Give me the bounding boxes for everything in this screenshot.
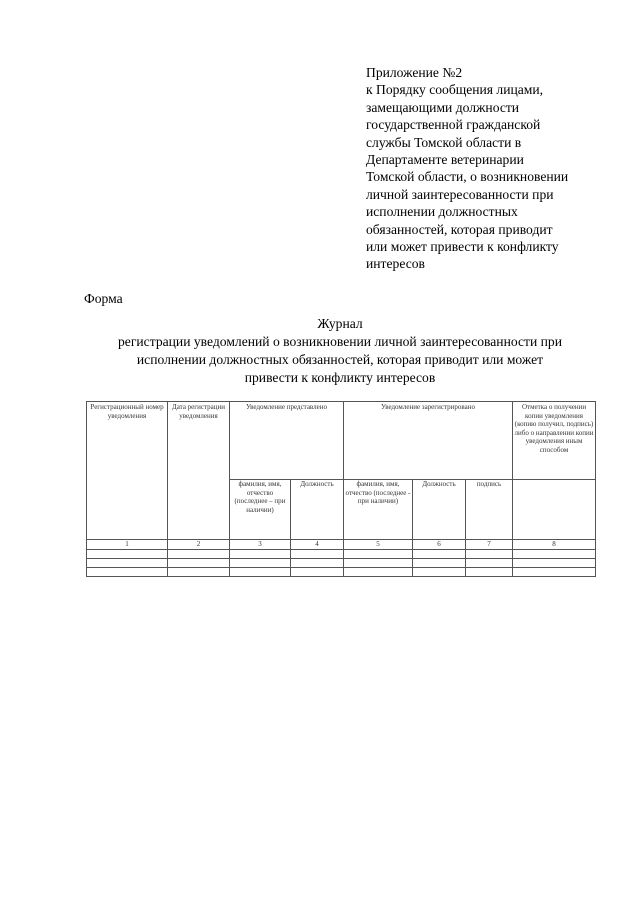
appendix-line: интересов: [366, 256, 425, 272]
table-cell: [168, 568, 230, 577]
header-submitted: Уведомление представлено: [230, 402, 344, 480]
appendix-line: исполнении должностных: [366, 204, 518, 220]
table-cell: [291, 559, 344, 568]
appendix-line: личной заинтересованности при: [366, 186, 554, 202]
table-cell: [513, 568, 596, 577]
header-reg-date: Дата регистрации уведомления: [168, 402, 230, 540]
column-number: 3: [230, 540, 291, 550]
column-number: 7: [466, 540, 513, 550]
appendix-line: обязанностей, которая приводит: [366, 221, 553, 237]
table-cell: [291, 550, 344, 559]
table-cell: [344, 550, 413, 559]
journal-subtitle-line: исполнении должностных обязанностей, которая приводит или может: [136, 352, 544, 367]
table-cell: [513, 559, 596, 568]
appendix-line: Томской области, о возникновении: [366, 169, 569, 185]
appendix-line: Департаменте ветеринарии: [366, 152, 524, 168]
journal-heading: [60, 315, 620, 387]
subheader-empty-cell: [513, 480, 596, 540]
table-cell: [466, 550, 513, 559]
table-cell: [230, 568, 291, 577]
appendix-line: государственной гражданской: [366, 117, 541, 133]
appendix-line: замещающими должности: [366, 99, 520, 115]
header-reg-number: Регистрационный номер уведомления: [87, 402, 168, 540]
table-cell: [513, 550, 596, 559]
journal-title: Журнал: [317, 316, 363, 331]
subheader-registered-fio: фамилия, имя, отчество (последнее - при наличии): [344, 480, 413, 540]
table-cell: [168, 559, 230, 568]
table-cell: [344, 559, 413, 568]
appendix-block: [366, 64, 616, 273]
table-cell: [413, 559, 466, 568]
table-cell: [291, 568, 344, 577]
table-row: [87, 568, 596, 577]
table-cell: [87, 559, 168, 568]
column-number: 6: [413, 540, 466, 550]
form-label: Форма: [84, 291, 123, 306]
table-cell: [168, 550, 230, 559]
header-registered: Уведомление зарегистрировано: [344, 402, 513, 480]
table-header-row: [87, 402, 596, 480]
table-cell: [413, 550, 466, 559]
table-cell: [87, 568, 168, 577]
header-copy-note: Отметка о получении копии уведомления (копию получил, подпись) либо о направлении копии уведомления иным способом: [513, 402, 596, 480]
column-number: 1: [87, 540, 168, 550]
table-cell: [344, 568, 413, 577]
appendix-line: к Порядку сообщения лицами,: [366, 82, 544, 98]
appendix-line: Приложение №2: [366, 65, 463, 80]
subheader-submitted-position: Должность: [291, 480, 344, 540]
subheader-submitted-fio: фамилия, имя, отчество (последнее – при наличии): [230, 480, 291, 540]
table-row: [87, 550, 596, 559]
appendix-line: службы Томской области в: [366, 134, 522, 150]
table-cell: [413, 568, 466, 577]
column-number: 2: [168, 540, 230, 550]
table-cell: [466, 559, 513, 568]
journal-table: [86, 401, 596, 577]
table-row: [87, 559, 596, 568]
appendix-line: или может привести к конфликту: [366, 239, 559, 255]
subheader-registered-position: Должность: [413, 480, 466, 540]
column-number-row: [87, 540, 596, 550]
table-cell: [230, 559, 291, 568]
table-cell: [466, 568, 513, 577]
column-number: 8: [513, 540, 596, 550]
column-number: 5: [344, 540, 413, 550]
subheader-registered-signature: подпись: [466, 480, 513, 540]
table-cell: [230, 550, 291, 559]
column-number: 4: [291, 540, 344, 550]
table-cell: [87, 550, 168, 559]
journal-subtitle-line: привести к конфликту интересов: [244, 370, 436, 385]
journal-subtitle-line: регистрации уведомлений о возникновении личной заинтересованности при: [118, 334, 562, 349]
